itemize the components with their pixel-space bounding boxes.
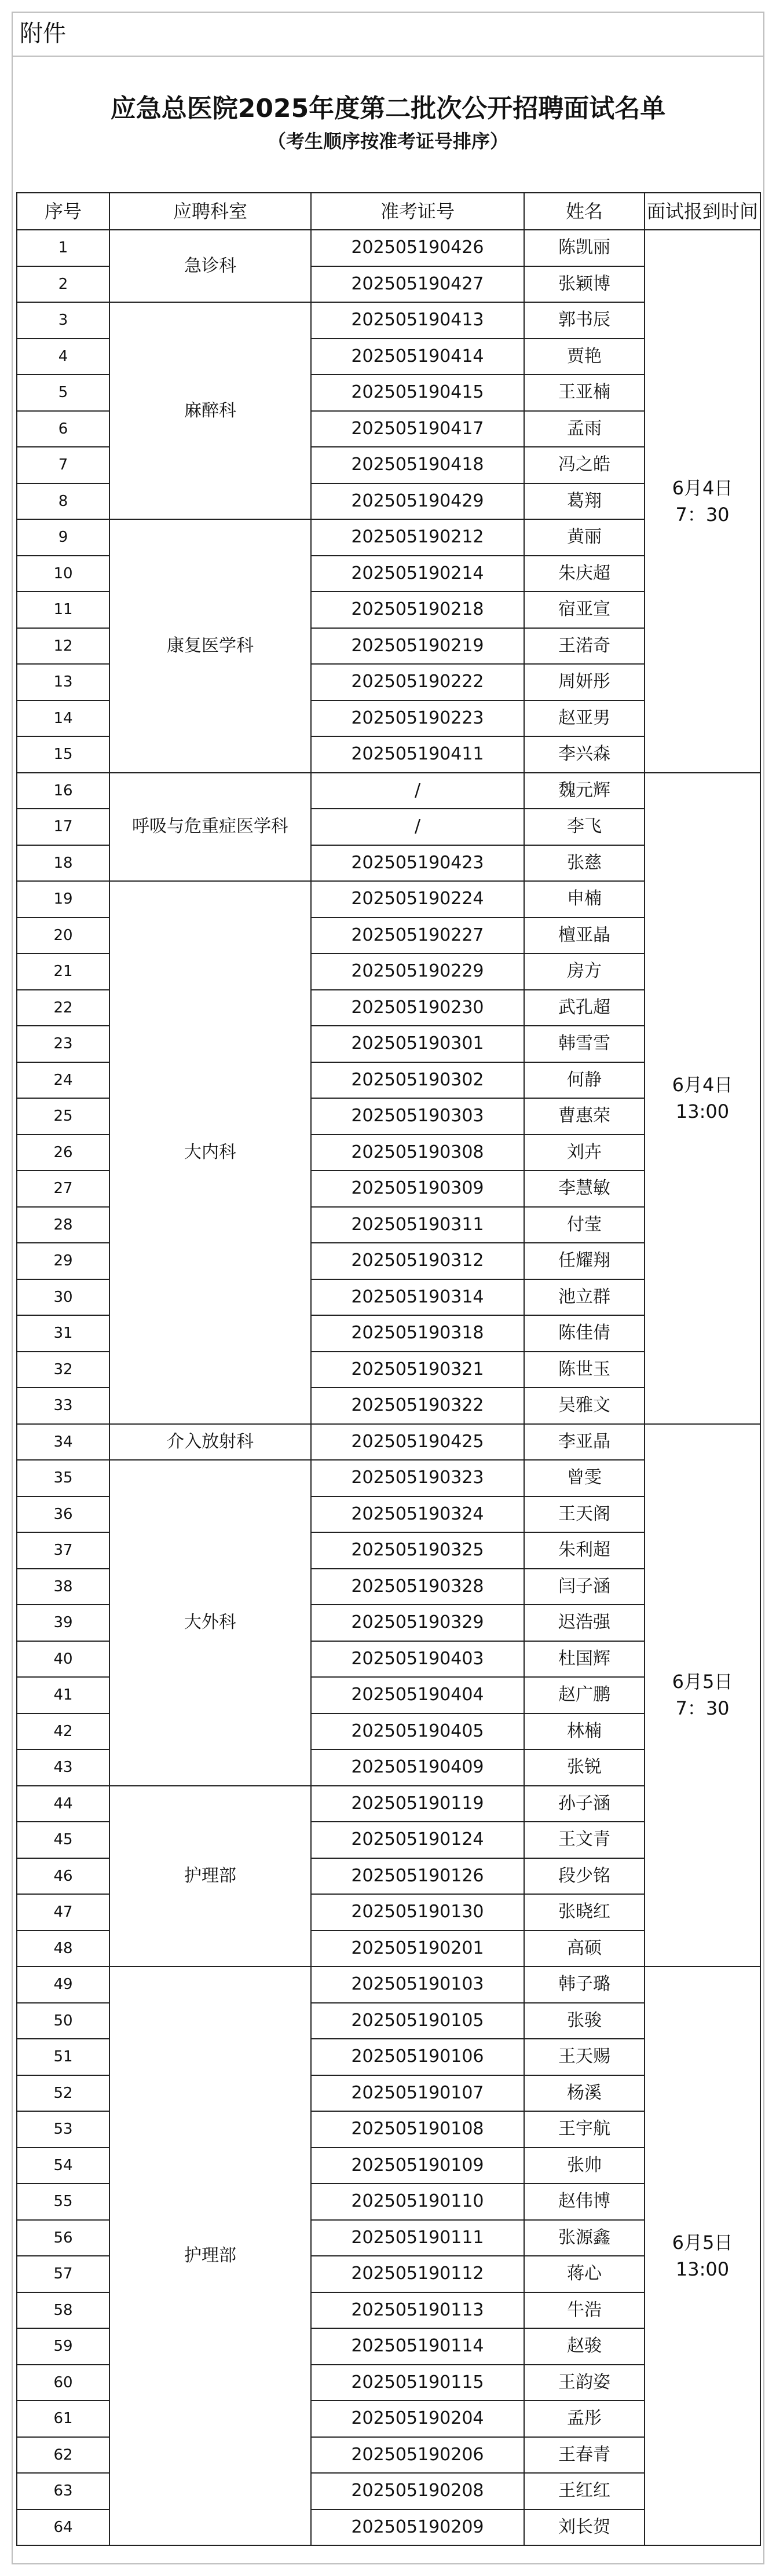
cell-name: 王天赐 — [524, 2039, 645, 2075]
table-header-row — [17, 193, 760, 230]
cell-exam-id: 202505190426 — [311, 230, 524, 266]
cell-exam-id: 202505190311 — [311, 1207, 524, 1243]
cell-exam-id: 202505190417 — [311, 411, 524, 447]
cell-seq: 51 — [17, 2039, 109, 2075]
table-body — [17, 230, 760, 2545]
cell-name: 迟浩强 — [524, 1605, 645, 1641]
cell-name: 王文青 — [524, 1822, 645, 1858]
cell-exam-id: 202505190114 — [311, 2328, 524, 2365]
cell-name: 宿亚宣 — [524, 592, 645, 628]
cell-name: 何静 — [524, 1062, 645, 1099]
cell-name: 王韵姿 — [524, 2365, 645, 2401]
cell-name: 高硕 — [524, 1931, 645, 1967]
cell-department: 麻醉科 — [109, 302, 311, 519]
cell-exam-id: 202505190301 — [311, 1026, 524, 1062]
cell-seq: 10 — [17, 556, 109, 592]
cell-department: 护理部 — [109, 1786, 311, 1967]
cell-name: 檀亚晶 — [524, 918, 645, 954]
cell-seq: 18 — [17, 845, 109, 882]
header-department: 应聘科室 — [109, 193, 311, 230]
cell-seq: 31 — [17, 1315, 109, 1352]
cell-seq: 58 — [17, 2292, 109, 2329]
cell-exam-id: 202505190414 — [311, 339, 524, 375]
cell-name: 曹惠荣 — [524, 1098, 645, 1135]
cell-seq: 47 — [17, 1894, 109, 1931]
cell-report-time: 6月4日 7：30 — [645, 230, 760, 773]
cell-seq: 29 — [17, 1243, 109, 1279]
cell-seq: 40 — [17, 1641, 109, 1678]
cell-exam-id: 202505190418 — [311, 447, 524, 483]
cell-report-time: 6月5日 7：30 — [645, 1424, 760, 1967]
cell-exam-id: 202505190403 — [311, 1641, 524, 1678]
document-subtitle: （考生顺序按准考证号排序） — [267, 130, 508, 152]
cell-exam-id: 202505190113 — [311, 2292, 524, 2329]
cell-name: 黄丽 — [524, 519, 645, 556]
cell-seq: 38 — [17, 1569, 109, 1605]
interview-list-table — [16, 192, 761, 2546]
cell-seq: 62 — [17, 2437, 109, 2474]
cell-name: 林楠 — [524, 1713, 645, 1750]
cell-exam-id: 202505190201 — [311, 1931, 524, 1967]
cell-name: 孙子涵 — [524, 1786, 645, 1822]
cell-exam-id: / — [311, 773, 524, 809]
cell-name: 王宇航 — [524, 2111, 645, 2148]
table-row — [17, 1424, 760, 1461]
cell-seq: 61 — [17, 2401, 109, 2437]
cell-exam-id: 202505190218 — [311, 592, 524, 628]
cell-name: 赵广鹏 — [524, 1677, 645, 1713]
cell-name: 张晓红 — [524, 1894, 645, 1931]
cell-name: 李飞 — [524, 809, 645, 845]
cell-exam-id: 202505190227 — [311, 918, 524, 954]
cell-name: 武孔超 — [524, 990, 645, 1026]
cell-exam-id: 202505190208 — [311, 2473, 524, 2509]
cell-seq: 59 — [17, 2328, 109, 2365]
cell-name: 蒋心 — [524, 2256, 645, 2292]
cell-department: 大外科 — [109, 1460, 311, 1786]
cell-name: 王天阁 — [524, 1496, 645, 1533]
cell-exam-id: 202505190103 — [311, 1966, 524, 2003]
cell-exam-id: 202505190411 — [311, 736, 524, 773]
cell-exam-id: 202505190224 — [311, 881, 524, 918]
cell-exam-id: 202505190204 — [311, 2401, 524, 2437]
cell-seq: 53 — [17, 2111, 109, 2148]
cell-exam-id: 202505190404 — [311, 1677, 524, 1713]
cell-seq: 30 — [17, 1279, 109, 1316]
cell-exam-id: 202505190309 — [311, 1170, 524, 1207]
header-seq: 序号 — [17, 193, 109, 230]
cell-exam-id: 202505190112 — [311, 2256, 524, 2292]
attachment-divider — [12, 56, 764, 57]
cell-exam-id: 202505190130 — [311, 1894, 524, 1931]
attachment-label: 附件 — [20, 20, 66, 47]
cell-exam-id: 202505190423 — [311, 845, 524, 882]
cell-name: 申楠 — [524, 881, 645, 918]
cell-name: 孟彤 — [524, 2401, 645, 2437]
cell-name: 韩子璐 — [524, 1966, 645, 2003]
cell-name: 陈佳倩 — [524, 1315, 645, 1352]
cell-name: 朱利超 — [524, 1532, 645, 1569]
cell-exam-id: 202505190109 — [311, 2148, 524, 2184]
header-exam-id: 准考证号 — [311, 193, 524, 230]
cell-seq: 15 — [17, 736, 109, 773]
table-row — [17, 773, 760, 809]
cell-seq: 9 — [17, 519, 109, 556]
cell-seq: 35 — [17, 1460, 109, 1496]
cell-name: 段少铭 — [524, 1858, 645, 1895]
cell-exam-id: 202505190325 — [311, 1532, 524, 1569]
cell-exam-id: 202505190229 — [311, 953, 524, 990]
cell-seq: 14 — [17, 700, 109, 737]
cell-exam-id: 202505190413 — [311, 302, 524, 339]
cell-seq: 7 — [17, 447, 109, 483]
cell-seq: 33 — [17, 1388, 109, 1424]
table-row — [17, 1966, 760, 2003]
cell-exam-id: 202505190429 — [311, 483, 524, 520]
cell-seq: 2 — [17, 266, 109, 303]
cell-seq: 3 — [17, 302, 109, 339]
cell-exam-id: 202505190214 — [311, 556, 524, 592]
cell-department: 呼吸与危重症医学科 — [109, 773, 311, 882]
cell-report-time: 6月5日 13:00 — [645, 1966, 760, 2545]
cell-exam-id: 202505190329 — [311, 1605, 524, 1641]
cell-name: 付莹 — [524, 1207, 645, 1243]
cell-seq: 5 — [17, 375, 109, 411]
cell-seq: 17 — [17, 809, 109, 845]
cell-seq: 12 — [17, 628, 109, 665]
cell-name: 郭书辰 — [524, 302, 645, 339]
cell-seq: 32 — [17, 1352, 109, 1388]
cell-name: 李慧敏 — [524, 1170, 645, 1207]
cell-exam-id: 202505190425 — [311, 1424, 524, 1461]
cell-name: 闫子涵 — [524, 1569, 645, 1605]
cell-seq: 22 — [17, 990, 109, 1026]
cell-name: 魏元辉 — [524, 773, 645, 809]
cell-department: 大内科 — [109, 881, 311, 1424]
cell-seq: 43 — [17, 1749, 109, 1786]
cell-exam-id: 202505190308 — [311, 1135, 524, 1171]
cell-exam-id: 202505190209 — [311, 2509, 524, 2546]
cell-seq: 46 — [17, 1858, 109, 1895]
cell-name: 韩雪雪 — [524, 1026, 645, 1062]
cell-name: 张锐 — [524, 1749, 645, 1786]
cell-seq: 41 — [17, 1677, 109, 1713]
cell-name: 葛翔 — [524, 483, 645, 520]
cell-name: 朱庆超 — [524, 556, 645, 592]
cell-exam-id: 202505190126 — [311, 1858, 524, 1895]
cell-exam-id: 202505190322 — [311, 1388, 524, 1424]
cell-exam-id: 202505190321 — [311, 1352, 524, 1388]
cell-exam-id: 202505190222 — [311, 664, 524, 700]
cell-exam-id: 202505190106 — [311, 2039, 524, 2075]
cell-seq: 57 — [17, 2256, 109, 2292]
cell-seq: 55 — [17, 2184, 109, 2220]
cell-seq: 39 — [17, 1605, 109, 1641]
cell-seq: 60 — [17, 2365, 109, 2401]
cell-seq: 27 — [17, 1170, 109, 1207]
cell-name: 冯之皓 — [524, 447, 645, 483]
cell-exam-id: 202505190303 — [311, 1098, 524, 1135]
cell-name: 房方 — [524, 953, 645, 990]
cell-department: 急诊科 — [109, 230, 311, 302]
cell-name: 张帅 — [524, 2148, 645, 2184]
cell-department: 康复医学科 — [109, 519, 311, 773]
cell-seq: 1 — [17, 230, 109, 266]
cell-seq: 64 — [17, 2509, 109, 2546]
cell-seq: 20 — [17, 918, 109, 954]
cell-report-time: 6月4日 13:00 — [645, 773, 760, 1424]
cell-exam-id: 202505190219 — [311, 628, 524, 665]
cell-name: 孟雨 — [524, 411, 645, 447]
cell-exam-id: 202505190415 — [311, 375, 524, 411]
cell-seq: 52 — [17, 2075, 109, 2112]
cell-exam-id: / — [311, 809, 524, 845]
cell-name: 王红红 — [524, 2473, 645, 2509]
cell-seq: 36 — [17, 1496, 109, 1533]
cell-seq: 21 — [17, 953, 109, 990]
cell-name: 赵伟博 — [524, 2184, 645, 2220]
cell-name: 曾雯 — [524, 1460, 645, 1496]
cell-exam-id: 202505190107 — [311, 2075, 524, 2112]
cell-exam-id: 202505190405 — [311, 1713, 524, 1750]
cell-seq: 42 — [17, 1713, 109, 1750]
cell-seq: 63 — [17, 2473, 109, 2509]
cell-name: 贾艳 — [524, 339, 645, 375]
table-row — [17, 230, 760, 266]
cell-seq: 37 — [17, 1532, 109, 1569]
cell-seq: 44 — [17, 1786, 109, 1822]
cell-name: 杨溪 — [524, 2075, 645, 2112]
cell-name: 赵骏 — [524, 2328, 645, 2365]
cell-seq: 26 — [17, 1135, 109, 1171]
cell-name: 陈世玉 — [524, 1352, 645, 1388]
cell-seq: 34 — [17, 1424, 109, 1461]
cell-name: 张慈 — [524, 845, 645, 882]
cell-name: 任耀翔 — [524, 1243, 645, 1279]
cell-seq: 54 — [17, 2148, 109, 2184]
cell-seq: 24 — [17, 1062, 109, 1099]
cell-seq: 16 — [17, 773, 109, 809]
cell-exam-id: 202505190212 — [311, 519, 524, 556]
cell-name: 杜国辉 — [524, 1641, 645, 1678]
cell-department: 护理部 — [109, 1966, 311, 2545]
cell-exam-id: 202505190328 — [311, 1569, 524, 1605]
cell-exam-id: 202505190323 — [311, 1460, 524, 1496]
cell-seq: 23 — [17, 1026, 109, 1062]
cell-name: 刘卉 — [524, 1135, 645, 1171]
cell-exam-id: 202505190105 — [311, 2003, 524, 2039]
cell-seq: 4 — [17, 339, 109, 375]
cell-seq: 56 — [17, 2220, 109, 2256]
cell-exam-id: 202505190110 — [311, 2184, 524, 2220]
document-title: 应急总医院2025年度第二批次公开招聘面试名单 — [110, 94, 666, 123]
cell-name: 陈凯丽 — [524, 230, 645, 266]
cell-name: 王渃奇 — [524, 628, 645, 665]
cell-exam-id: 202505190318 — [311, 1315, 524, 1352]
cell-name: 王亚楠 — [524, 375, 645, 411]
cell-exam-id: 202505190115 — [311, 2365, 524, 2401]
cell-exam-id: 202505190312 — [311, 1243, 524, 1279]
cell-exam-id: 202505190314 — [311, 1279, 524, 1316]
cell-name: 吴雅文 — [524, 1388, 645, 1424]
cell-exam-id: 202505190206 — [311, 2437, 524, 2474]
cell-name: 张源鑫 — [524, 2220, 645, 2256]
cell-exam-id: 202505190324 — [311, 1496, 524, 1533]
cell-seq: 6 — [17, 411, 109, 447]
cell-name: 刘长贺 — [524, 2509, 645, 2546]
cell-exam-id: 202505190302 — [311, 1062, 524, 1099]
cell-exam-id: 202505190111 — [311, 2220, 524, 2256]
cell-seq: 49 — [17, 1966, 109, 2003]
cell-seq: 8 — [17, 483, 109, 520]
cell-name: 周妍彤 — [524, 664, 645, 700]
cell-name: 李兴森 — [524, 736, 645, 773]
cell-name: 张骏 — [524, 2003, 645, 2039]
cell-exam-id: 202505190119 — [311, 1786, 524, 1822]
cell-seq: 48 — [17, 1931, 109, 1967]
cell-exam-id: 202505190108 — [311, 2111, 524, 2148]
cell-seq: 11 — [17, 592, 109, 628]
cell-name: 池立群 — [524, 1279, 645, 1316]
cell-seq: 50 — [17, 2003, 109, 2039]
cell-exam-id: 202505190124 — [311, 1822, 524, 1858]
header-name: 姓名 — [524, 193, 645, 230]
cell-name: 赵亚男 — [524, 700, 645, 737]
cell-seq: 45 — [17, 1822, 109, 1858]
cell-seq: 19 — [17, 881, 109, 918]
cell-exam-id: 202505190409 — [311, 1749, 524, 1786]
cell-seq: 28 — [17, 1207, 109, 1243]
cell-seq: 13 — [17, 664, 109, 700]
cell-department: 介入放射科 — [109, 1424, 311, 1461]
cell-exam-id: 202505190427 — [311, 266, 524, 303]
header-report-time: 面试报到时间 — [645, 193, 760, 230]
cell-name: 李亚晶 — [524, 1424, 645, 1461]
cell-name: 牛浩 — [524, 2292, 645, 2329]
cell-seq: 25 — [17, 1098, 109, 1135]
cell-name: 王春青 — [524, 2437, 645, 2474]
cell-exam-id: 202505190223 — [311, 700, 524, 737]
cell-name: 张颖博 — [524, 266, 645, 303]
cell-exam-id: 202505190230 — [311, 990, 524, 1026]
